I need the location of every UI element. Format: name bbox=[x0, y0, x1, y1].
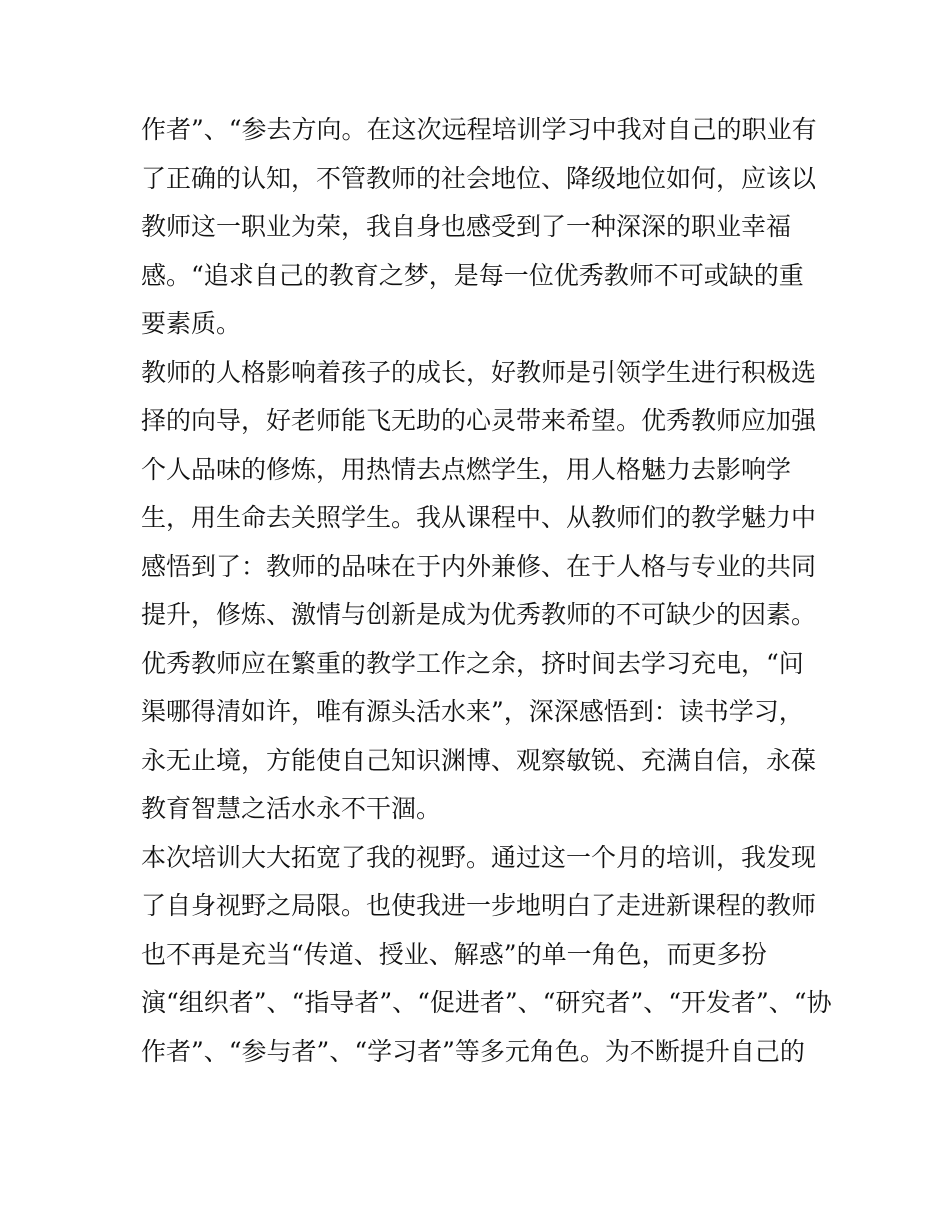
text-line: 优秀教师应在繁重的教学工作之余，挤时间去学习充电，“问 bbox=[141, 648, 804, 678]
text-line: 作者”、“参与者”、“学习者”等多元角色。为不断提升自己的 bbox=[141, 1036, 805, 1066]
text-line: 感。“追求自己的教育之梦，是每一位优秀教师不可或缺的重 bbox=[141, 260, 804, 290]
text-line: 演“组织者”、“指导者”、“促进者”、“研究者”、“开发者”、“协 bbox=[141, 988, 832, 1017]
text-line: 提升，修炼、激情与创新是成为优秀教师的不可缺少的因素。 bbox=[141, 600, 817, 629]
text-line: 也不再是充当“传道、授业、解惑”的单一角色，而更多扮 bbox=[141, 939, 767, 969]
text-line: 了自身视野之局限。也使我进一步地明白了走进新课程的教师 bbox=[141, 891, 817, 920]
text-line: 教师这一职业为荣，我自身也感受到了一种深深的职业幸福 bbox=[141, 212, 792, 241]
text-line: 作者”、“参去方向。在这次远程培训学习中我对自己的职业有 bbox=[141, 115, 817, 144]
text-line: 渠哪得清如许，唯有源头活水来”，深深感悟到：读书学习， bbox=[141, 697, 804, 726]
text-line: 教师的人格影响着孩子的成长，好教师是引领学生进行积极选 bbox=[141, 357, 817, 387]
text-line: 生，用生命去关照学生。我从课程中、从教师们的教学魅力中 bbox=[141, 503, 817, 532]
text-line: 本次培训大大拓宽了我的视野。通过这一个月的培训，我发现 bbox=[141, 842, 817, 872]
body-text bbox=[141, 106, 832, 1076]
text-line: 感悟到了：教师的品味在于内外兼修、在于人格与专业的共同 bbox=[141, 551, 817, 581]
text-line: 永无止境，方能使自己知识渊博、观察敏锐、充满自信，永葆 bbox=[141, 745, 817, 775]
text-line: 个人品味的修炼，用热情去点燃学生，用人格魅力去影响学 bbox=[141, 454, 792, 484]
text-line: 了正确的认知，不管教师的社会地位、降级地位如何，应该以 bbox=[141, 163, 817, 193]
text-line: 教育智慧之活水永不干涸。 bbox=[141, 794, 442, 823]
text-line: 择的向导，好老师能飞无助的心灵带来希望。优秀教师应加强 bbox=[141, 406, 817, 435]
text-line: 要素质。 bbox=[141, 309, 242, 338]
